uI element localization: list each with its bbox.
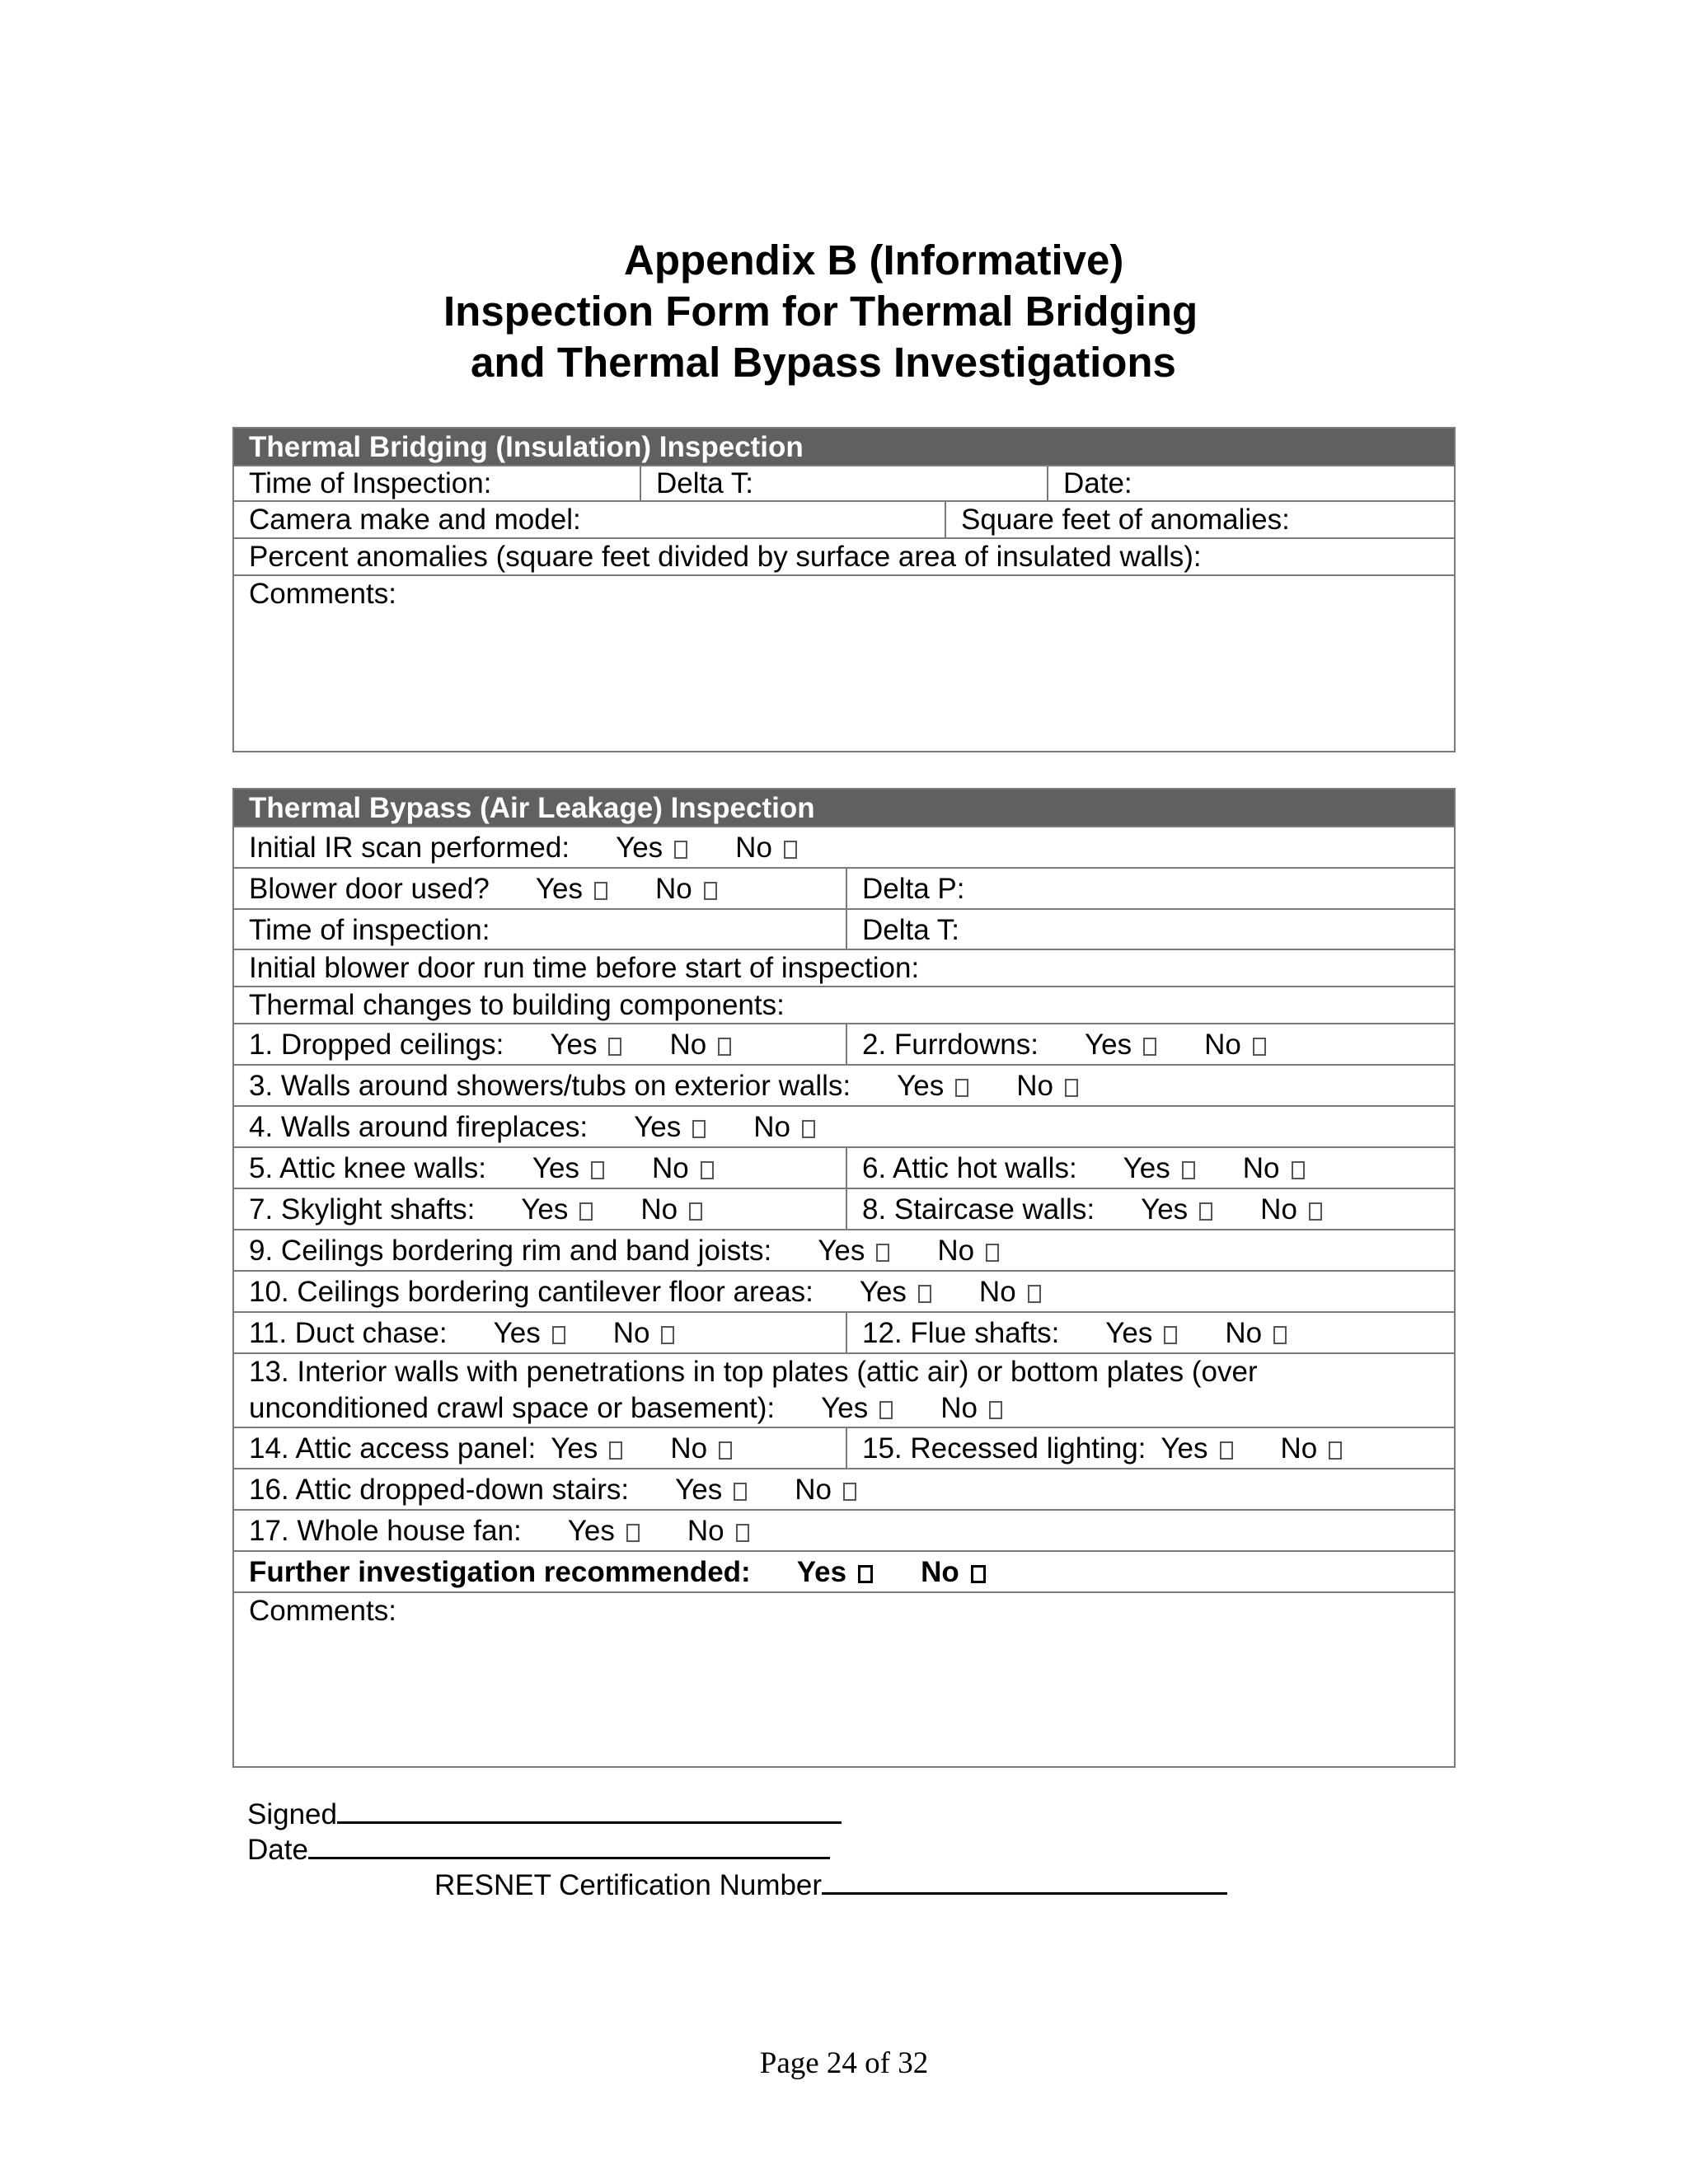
attic-hot-walls-yes-checkbox[interactable] bbox=[1182, 1161, 1195, 1179]
whole-house-fan-yes-checkbox[interactable] bbox=[626, 1524, 640, 1542]
further-investigation-no-checkbox[interactable] bbox=[971, 1565, 986, 1583]
date-field[interactable]: Date: bbox=[1047, 466, 1454, 500]
further-investigation-yes-checkbox[interactable] bbox=[858, 1565, 873, 1583]
staircase-walls-no-checkbox[interactable] bbox=[1309, 1202, 1322, 1221]
thermal-bridging-header: Thermal Bridging (Insulation) Inspection bbox=[234, 429, 1454, 465]
initial-blower-run-time-field[interactable]: Initial blower door run time before start of inspection: bbox=[249, 952, 920, 984]
flue-shafts-yes-checkbox[interactable] bbox=[1164, 1326, 1177, 1344]
thermal-bridging-table bbox=[232, 427, 1456, 752]
item-dropped-ceilings: 1. Dropped ceilings: Yes No bbox=[234, 1024, 846, 1064]
item-ceilings-rim-joists: 9. Ceilings bordering rim and band joists: Yes No bbox=[234, 1230, 1454, 1270]
walls-fireplaces-no-checkbox[interactable] bbox=[802, 1120, 815, 1138]
attic-stairs-no-checkbox[interactable] bbox=[843, 1483, 856, 1501]
dropped-ceilings-no-checkbox[interactable] bbox=[718, 1038, 731, 1056]
interior-walls-yes-checkbox[interactable] bbox=[879, 1401, 893, 1419]
initial-ir-yes-checkbox[interactable] bbox=[674, 841, 687, 859]
attic-knee-walls-yes-checkbox[interactable] bbox=[591, 1161, 604, 1179]
ceilings-rim-yes-checkbox[interactable] bbox=[876, 1244, 889, 1262]
item-walls-fireplaces: 4. Walls around fireplaces: Yes No bbox=[234, 1107, 1454, 1146]
item-attic-hot-walls: 6. Attic hot walls: Yes No bbox=[846, 1148, 1454, 1188]
dropped-ceilings-yes-checkbox[interactable] bbox=[608, 1038, 621, 1056]
date-row: Date bbox=[247, 1830, 830, 1868]
bypass-delta-t-field[interactable]: Delta T: bbox=[846, 910, 1454, 949]
attic-access-no-checkbox[interactable] bbox=[719, 1441, 732, 1460]
item-staircase-walls: 8. Staircase walls: Yes No bbox=[846, 1189, 1454, 1229]
blower-door-no-checkbox[interactable] bbox=[704, 882, 717, 900]
bypass-time-of-inspection-field[interactable]: Time of inspection: bbox=[249, 914, 490, 946]
recessed-lighting-yes-checkbox[interactable] bbox=[1220, 1441, 1233, 1460]
blower-door-row: Blower door used? Yes No bbox=[234, 869, 846, 908]
whole-house-fan-no-checkbox[interactable] bbox=[736, 1524, 749, 1542]
percent-anomalies-field[interactable]: Percent anomalies (square feet divided by surface area of insulated walls): bbox=[249, 541, 1202, 573]
initial-ir-no-checkbox[interactable] bbox=[784, 841, 797, 859]
signed-line[interactable] bbox=[337, 1795, 842, 1824]
attic-stairs-yes-checkbox[interactable] bbox=[734, 1483, 747, 1501]
resnet-number-line[interactable] bbox=[822, 1866, 1227, 1895]
walls-showers-no-checkbox[interactable] bbox=[1065, 1079, 1078, 1097]
duct-chase-yes-checkbox[interactable] bbox=[552, 1326, 565, 1344]
time-of-inspection-field[interactable]: Time of Inspection: bbox=[249, 467, 492, 499]
item-recessed-lighting: 15. Recessed lighting: Yes No bbox=[846, 1428, 1454, 1468]
item-attic-access-panel: 14. Attic access panel: Yes No bbox=[234, 1428, 846, 1468]
thermal-bypass-header: Thermal Bypass (Air Leakage) Inspection bbox=[234, 790, 1454, 826]
interior-walls-no-checkbox[interactable] bbox=[989, 1401, 1002, 1419]
attic-access-yes-checkbox[interactable] bbox=[609, 1441, 622, 1460]
signature-date-line[interactable] bbox=[308, 1830, 830, 1859]
ceilings-rim-no-checkbox[interactable] bbox=[986, 1244, 999, 1262]
thermal-changes-label: Thermal changes to building components: bbox=[249, 989, 785, 1021]
title-line-1: Appendix B (Informative) bbox=[624, 237, 1124, 284]
furrdowns-no-checkbox[interactable] bbox=[1253, 1038, 1266, 1056]
camera-make-model-field[interactable]: Camera make and model: bbox=[249, 504, 581, 536]
ceilings-cantilever-yes-checkbox[interactable] bbox=[918, 1285, 931, 1303]
item-flue-shafts: 12. Flue shafts: Yes No bbox=[846, 1313, 1454, 1352]
attic-knee-walls-no-checkbox[interactable] bbox=[701, 1161, 714, 1179]
title-block bbox=[0, 235, 1688, 388]
item-duct-chase: 11. Duct chase: Yes No bbox=[234, 1313, 846, 1352]
item-attic-knee-walls: 5. Attic knee walls: Yes No bbox=[234, 1148, 846, 1188]
staircase-walls-yes-checkbox[interactable] bbox=[1199, 1202, 1212, 1221]
duct-chase-no-checkbox[interactable] bbox=[661, 1326, 674, 1344]
delta-t-field[interactable]: Delta T: bbox=[640, 466, 1047, 500]
page-number: Page 24 of 32 bbox=[759, 2046, 929, 2080]
thermal-bypass-table bbox=[232, 788, 1456, 1768]
item-skylight-shafts: 7. Skylight shafts: Yes No bbox=[234, 1189, 846, 1229]
walls-fireplaces-yes-checkbox[interactable] bbox=[692, 1120, 706, 1138]
recessed-lighting-no-checkbox[interactable] bbox=[1329, 1441, 1342, 1460]
item-attic-dropped-stairs: 16. Attic dropped-down stairs: Yes No bbox=[234, 1469, 1454, 1509]
bridging-comments-field[interactable]: Comments: bbox=[249, 578, 396, 610]
item-whole-house-fan: 17. Whole house fan: Yes No bbox=[234, 1511, 1454, 1550]
flue-shafts-no-checkbox[interactable] bbox=[1273, 1326, 1287, 1344]
walls-showers-yes-checkbox[interactable] bbox=[955, 1079, 968, 1097]
blower-door-yes-checkbox[interactable] bbox=[594, 882, 607, 900]
further-investigation-row: Further investigation recommended: Yes No bbox=[234, 1552, 1454, 1591]
item-interior-walls-penetrations: 13. Interior walls with penetrations in top plates (attic air) or bottom plates (over unconditioned crawl space or basement): Yes No bbox=[249, 1356, 1258, 1424]
title-line-2: Inspection Form for Thermal Bridging bbox=[443, 288, 1198, 335]
resnet-row: RESNET Certification Number bbox=[434, 1866, 1227, 1903]
ceilings-cantilever-no-checkbox[interactable] bbox=[1028, 1285, 1041, 1303]
item-ceilings-cantilever: 10. Ceilings bordering cantilever floor areas: Yes No bbox=[234, 1272, 1454, 1311]
initial-ir-scan-row: Initial IR scan performed: Yes No bbox=[234, 827, 1454, 867]
attic-hot-walls-no-checkbox[interactable] bbox=[1292, 1161, 1305, 1179]
skylight-shafts-no-checkbox[interactable] bbox=[689, 1202, 702, 1221]
item-furrdowns: 2. Furrdowns: Yes No bbox=[846, 1024, 1454, 1064]
delta-p-field[interactable]: Delta P: bbox=[846, 869, 1454, 908]
bypass-comments-field[interactable]: Comments: bbox=[249, 1595, 396, 1627]
item-walls-showers: 3. Walls around showers/tubs on exterior walls: Yes No bbox=[234, 1066, 1454, 1105]
furrdowns-yes-checkbox[interactable] bbox=[1143, 1038, 1156, 1056]
title-line-3: and Thermal Bypass Investigations bbox=[471, 339, 1176, 386]
skylight-shafts-yes-checkbox[interactable] bbox=[579, 1202, 593, 1221]
square-feet-anomalies-field[interactable]: Square feet of anomalies: bbox=[945, 502, 1454, 537]
signed-row: Signed bbox=[247, 1795, 842, 1832]
